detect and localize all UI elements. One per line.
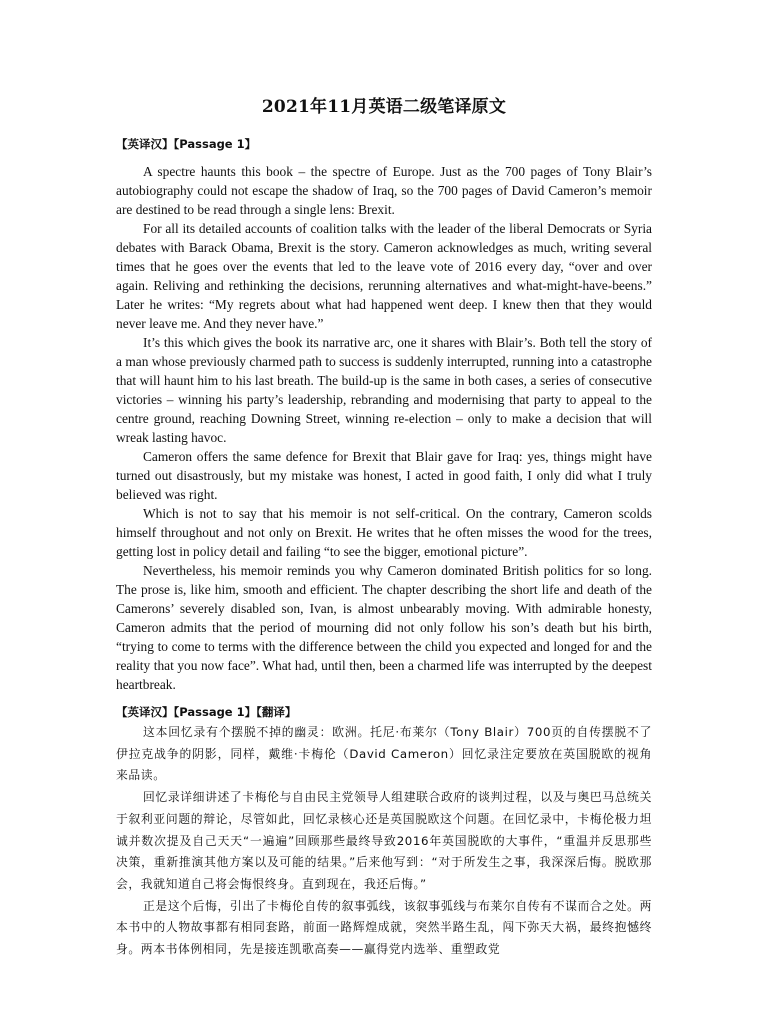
passage-label: 【英译汉】【Passage 1】 bbox=[116, 137, 257, 151]
translation-label: 【英译汉】【Passage 1】【翻译】 bbox=[116, 705, 297, 719]
translation-body bbox=[116, 722, 652, 961]
document-page bbox=[116, 0, 652, 961]
passage-paragraph: Cameron offers the same defence for Brexit that Blair gave for Iraq: yes, things might have turned out disastrously, but my mistake was honest, I acted in good faith, I only did what I truly believed was right. bbox=[116, 449, 652, 502]
translation-paragraph: 正是这个后悔，引出了卡梅伦自传的叙事弧线，该叙事弧线与布莱尔自传有不谋而合之处。两本书中的人物故事都有相同套路，前面一路辉煌成就，突然半路生乱，闯下弥天大祸，最终抱憾终身。两本书体例相同，先是接连凯歌高奏——赢得党内选举、重塑政党 bbox=[116, 898, 652, 957]
page-title: 2021年11月英语二级笔译原文 bbox=[261, 97, 507, 117]
translation-paragraph: 回忆录详细讲述了卡梅伦与自由民主党领导人组建联合政府的谈判过程，以及与奥巴马总统关于叙利亚问题的辩论，尽管如此，回忆录核心还是英国脱欧这个问题。在回忆录中，卡梅伦极力坦诚并数次提及自己天天“一遍遍”回顾那些最终导致2016年英国脱欧的大事件，“重温并反思那些决策，重新推演其他方案以及可能的结果。”后来他写到：“对于所发生之事，我深深后悔。脱欧那会，我就知道自己将会悔恨终身。直到现在，我还后悔。” bbox=[116, 790, 652, 891]
passage-paragraph: It’s this which gives the book its narrative arc, one it shares with Blair’s. Both tell the story of a man whose previously charmed path to success is suddenly interrupted, running into a catastrophe that will haunt him to his last breath. The build-up is the same in both cases, a series of consecutive victories – winning his party’s leadership, rebranding and modernising that party to appeal to the centre ground, reaching Downing Street, winning re-election – only to make a decision that will wreak lasting havoc. bbox=[116, 335, 652, 445]
passage-paragraph: For all its detailed accounts of coalition talks with the leader of the liberal Democrats or Syria debates with Barack Obama, Brexit is the story. Cameron acknowledges as much, writing several times that he goes over the events that led to the leave vote of 2016 every day, “over and over again. Reliving and rethinking the decisions, rerunning alternatives and what-might-have-beens.” Later he writes: “My regrets about what had happened went deep. I knew then that they would never leave me. And they never have.” bbox=[116, 221, 652, 331]
passage-paragraph: A spectre haunts this book – the spectre of Europe. Just as the 700 pages of Tony Blair’s autobiography could not escape the shadow of Iraq, so the 700 pages of David Cameron’s memoir are destined to be read through a single lens: Brexit. bbox=[116, 164, 652, 217]
translation-paragraph: 这本回忆录有个摆脱不掉的幽灵：欧洲。托尼·布莱尔（Tony Blair）700页的自传摆脱不了伊拉克战争的阴影，同样，戴维·卡梅伦（David Cameron）回忆录注定要放在英国脱欧的视角来品读。 bbox=[116, 725, 652, 783]
passage-body bbox=[116, 162, 652, 694]
passage-paragraph: Which is not to say that his memoir is not self-critical. On the contrary, Cameron scolds himself throughout and not only on Brexit. He writes that he often misses the wood for the trees, getting lost in policy detail and failing “to see the bigger, emotional picture”. bbox=[116, 506, 652, 559]
passage-paragraph: Nevertheless, his memoir reminds you why Cameron dominated British politics for so long. The prose is, like him, smooth and efficient. The chapter describing the short life and death of the Camerons’ severely disabled son, Ivan, is almost unbearably moving. With admirable honesty, Cameron admits that the period of mourning did not only follow his son’s death but his birth, “trying to come to terms with the difference between the child you expected and longed for and the reality that you now face”. What had, until then, been a charmed life was interrupted by the deepest heartbreak. bbox=[116, 563, 652, 692]
